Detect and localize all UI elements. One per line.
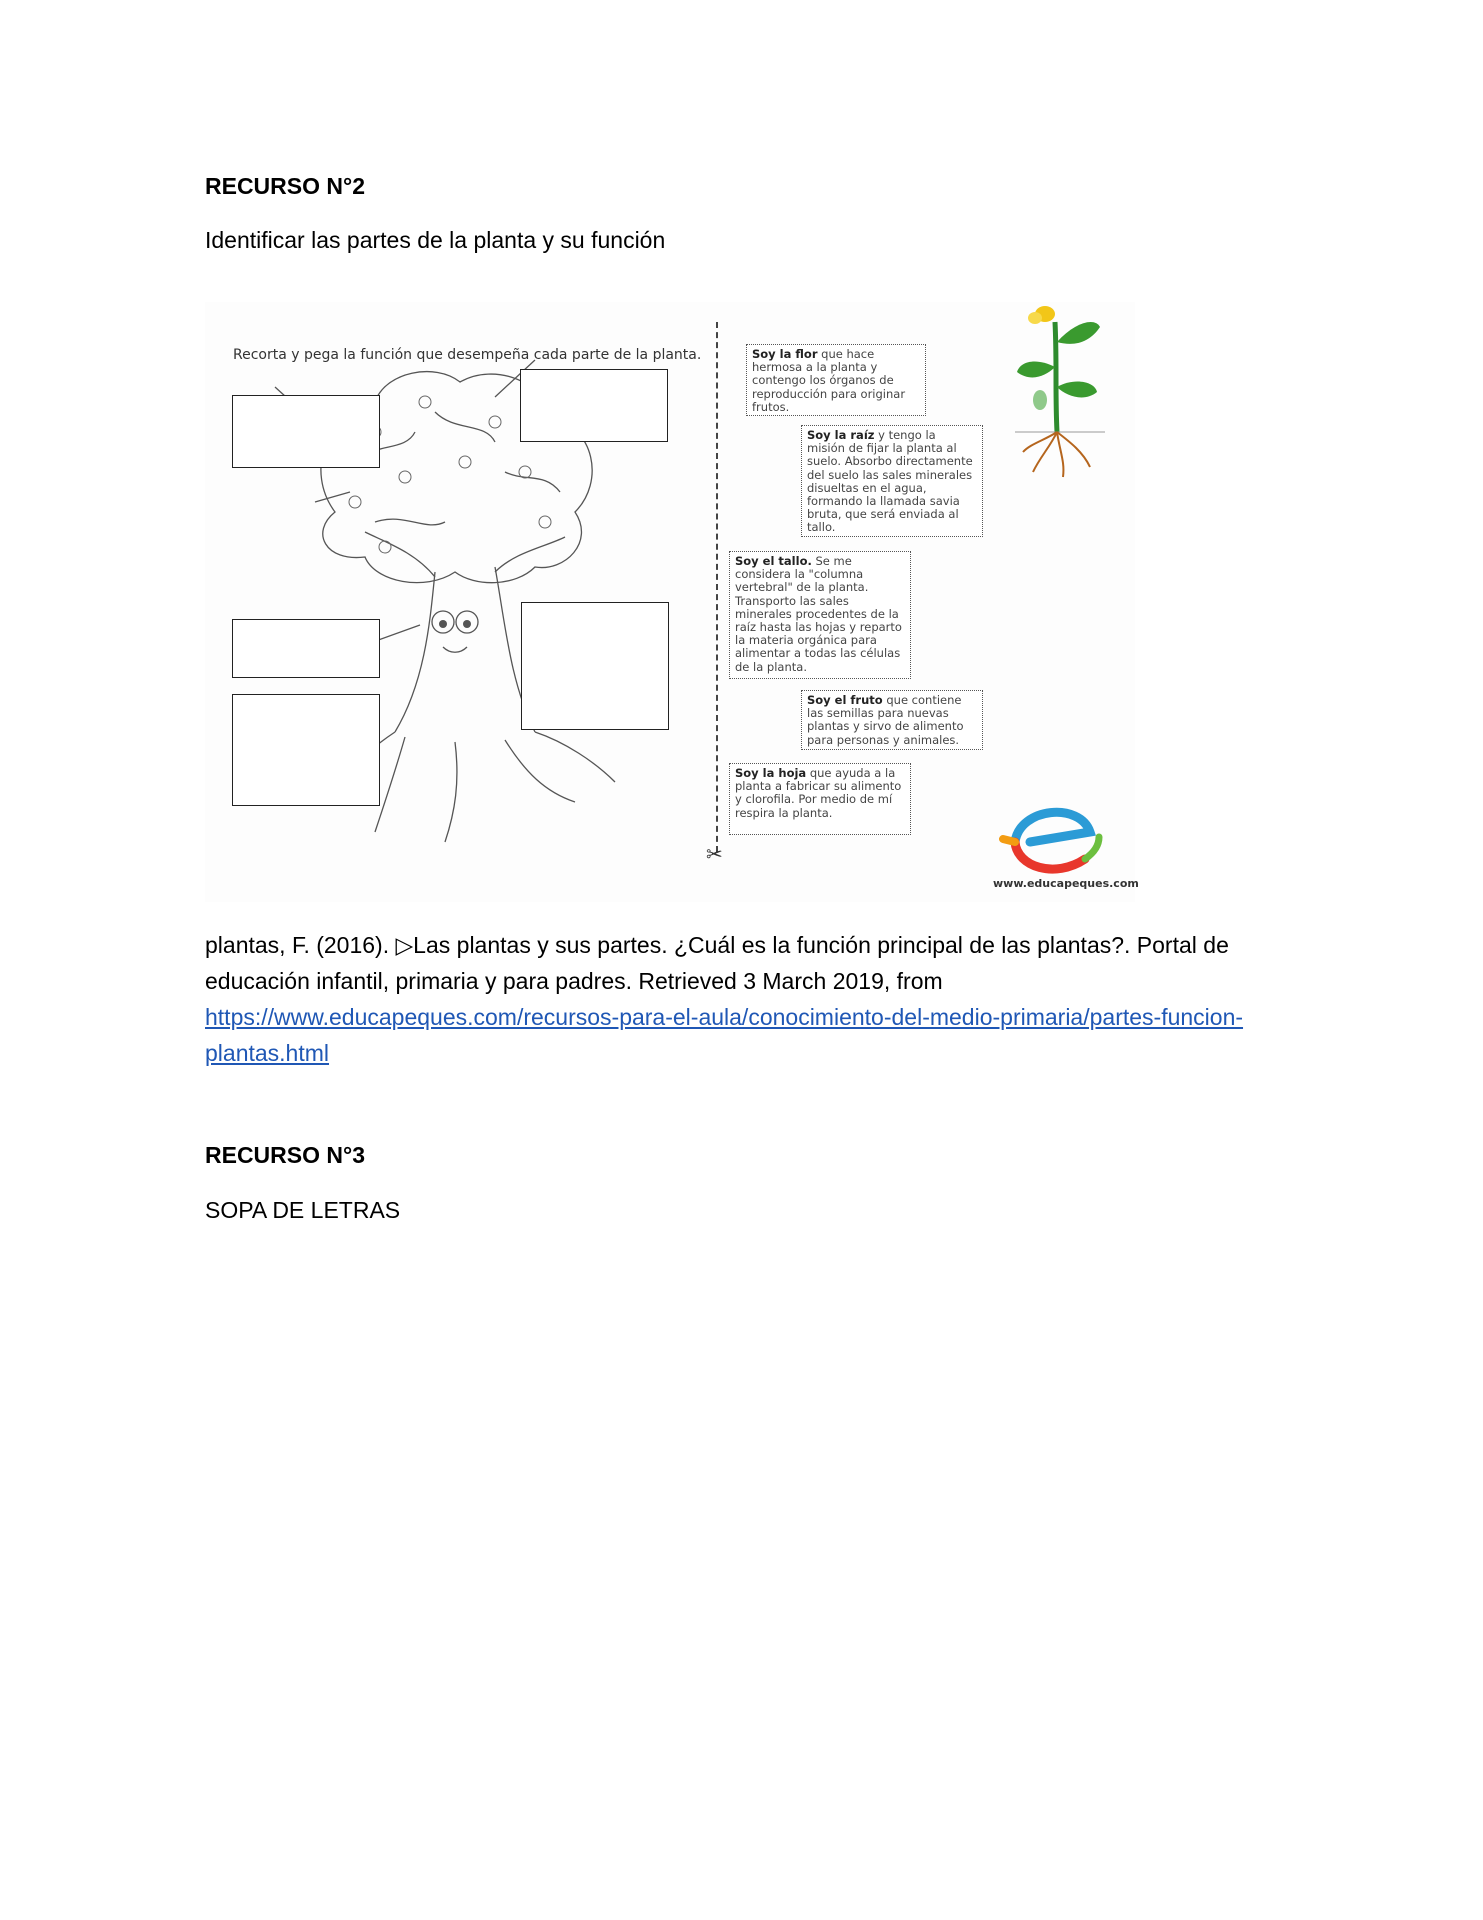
blank-box-5 <box>232 694 380 806</box>
card-tallo <box>729 551 911 679</box>
educapeques-url-label: www.educapeques.com <box>993 877 1139 890</box>
citation-text: plantas, F. (2016). ▷Las plantas y sus partes. ¿Cuál es la función principal de las plantas?. Portal de educación infantil, primaria y para padres. Retrieved 3 March 2019, from <box>205 932 1229 994</box>
worksheet-instruction: Recorta y pega la función que desempeña cada parte de la planta. <box>233 347 702 363</box>
blank-box-2 <box>520 369 668 442</box>
card-fruto <box>801 690 983 750</box>
scissors-icon: ✂ <box>706 842 723 866</box>
card-tallo-text: Se me considera la "columna vertebral" de la planta. Transporto las sales minerales procedentes de la raíz hasta las hojas y reparto la materia orgánica para alimentar a todas las células de la planta. <box>735 554 902 674</box>
card-tallo-title: Soy el tallo. <box>735 554 812 568</box>
card-raiz-text: y tengo la misión de fijar la planta al suelo. Absorbo directamente del suelo las sales minerales disueltas en el agua, formando la llamada savia bruta, que será enviada al tallo. <box>807 428 973 535</box>
card-flor-title: Soy la flor <box>752 347 818 361</box>
plant-parts-worksheet-image <box>205 302 1139 902</box>
cut-line <box>716 322 718 852</box>
citation <box>205 927 1295 1071</box>
citation-link[interactable]: https://www.educapeques.com/recursos-para-el-aula/conocimiento-del-medio-primaria/partes-funcion-plantas.html <box>205 1004 1244 1066</box>
section-2-subtitle: Identificar las partes de la planta y su función <box>205 227 666 253</box>
section-3-subtitle: SOPA DE LETRAS <box>205 1197 401 1223</box>
blank-box-4 <box>521 602 669 730</box>
card-flor-text: que hace hermosa a la planta y contengo los órganos de reproducción para originar frutos. <box>752 347 906 414</box>
card-hoja-title: Soy la hoja <box>735 766 807 780</box>
card-flor <box>746 344 926 416</box>
blank-box-1 <box>232 395 380 468</box>
educapeques-logo-icon <box>995 797 1115 877</box>
card-hoja-text: que ayuda a la planta a fabricar su alimento y clorofila. Por medio de mí respira la planta. <box>735 766 902 820</box>
section-3-heading: RECURSO N°3 <box>205 1142 366 1168</box>
blank-box-3 <box>232 619 380 678</box>
card-fruto-title: Soy el fruto <box>807 693 883 707</box>
plant-diagram-illustration <box>1005 302 1115 482</box>
card-hoja <box>729 763 911 835</box>
section-2-heading: RECURSO N°2 <box>205 173 366 199</box>
card-raiz-title: Soy la raíz <box>807 428 875 442</box>
card-raiz <box>801 425 983 537</box>
card-fruto-text: que contiene las semillas para nuevas plantas y sirvo de alimento para personas y animales. <box>807 693 964 747</box>
